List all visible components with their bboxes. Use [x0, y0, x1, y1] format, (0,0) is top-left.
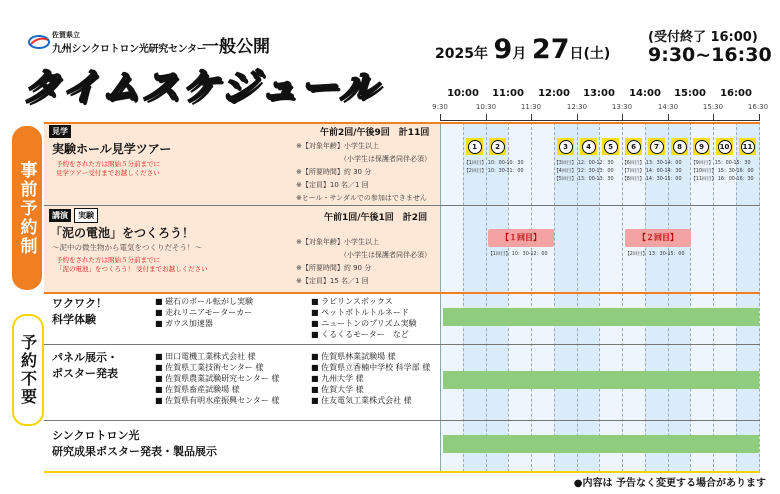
tour-time: 【10回目】 15：30-16：00: [691, 169, 754, 174]
panel-item: ■ 田口電機工業株式会社 様: [155, 351, 256, 362]
org-prefecture: 佐賀県立: [52, 31, 80, 39]
panel-item: ■ 佐賀県農業試験研究センター 様: [155, 373, 279, 384]
tour-time: 【3回目】 12：00-12：30: [554, 161, 614, 166]
tour-time: 【11回目】 16：00-16：30: [691, 177, 754, 182]
tour-detail: ※【所要時間】約 30 分: [296, 168, 372, 176]
panel-item: ■ 住友電気工業株式会社 様: [311, 395, 412, 406]
tag-lecture: 講演: [49, 209, 71, 222]
date-day-unit: 日(土): [569, 46, 611, 62]
tour-time: 【4回目】 12：30-13：00: [554, 169, 614, 174]
row-divider: [44, 292, 760, 294]
battery-notice: [56, 256, 208, 274]
battery-detail: ※【定員】15 名／1 回: [296, 277, 369, 285]
session-number: 8: [673, 140, 687, 154]
session-number: 6: [627, 140, 641, 154]
battery-details: [296, 236, 431, 288]
timeline-tick: [486, 114, 487, 121]
tour-notice-line: 予約をされた方は開始５分前までに: [56, 160, 160, 168]
session-number: 2: [491, 140, 505, 154]
panel-item: ■ 佐賀県畜産試験場 様: [155, 384, 240, 395]
event-hours: 9:30~16:30: [648, 44, 772, 66]
session-number: 5: [604, 140, 618, 154]
battery-session-2-time: 【2回目】 13：30-15：00: [625, 252, 685, 257]
tour-time: 【9回目】 15：00-15：30: [691, 161, 751, 166]
tour-session-marker[interactable]: [557, 138, 574, 155]
time-minor: 11:30: [520, 103, 542, 111]
date-month: 9: [493, 34, 513, 65]
wakuwaku-item: ■ ペットボトルトルネード: [311, 307, 409, 318]
tour-time: 【2回目】 10：30-11：00: [464, 169, 524, 174]
tour-time: 【5回目】 13：00-13：30: [554, 177, 614, 182]
tour-details: [296, 140, 431, 205]
session-number: 1: [468, 140, 482, 154]
wakuwaku-item: ■ ガウス加速器: [155, 318, 213, 329]
section-no-reservation: 予約不要: [12, 314, 44, 426]
panel-item: ■ 九州大学 様: [311, 373, 364, 384]
battery-detail: （小学生は保護者同伴必須）: [340, 251, 431, 259]
panel-item: ■ 佐賀大学 様: [311, 384, 364, 395]
tour-session-marker[interactable]: [625, 138, 642, 155]
panel-item: ■ 佐賀県立香楠中学校 科学部 様: [311, 362, 430, 373]
tour-detail: ※ヒール・サンダルでの参加はできません: [296, 194, 427, 202]
battery-notice-line: 「泥の電池」をつくろう！ 受付までお越しください: [56, 265, 208, 273]
footer-note: ●内容は 予告なく変更する場合があります: [573, 478, 766, 489]
tour-times-group: [622, 160, 682, 184]
battery-session-1-time: 【1回目】 10：30-12：00: [488, 252, 548, 257]
wakuwaku-item: ■ 走れリニアモーターカー: [155, 307, 252, 318]
tag-experiment: 実験: [74, 208, 98, 223]
tour-times-group: [464, 160, 524, 176]
time-major: 13:00: [583, 88, 615, 99]
timeline-axis: [440, 120, 760, 121]
tour-session-marker[interactable]: [716, 138, 733, 155]
panel-bar: [443, 371, 759, 389]
time-major: 15:00: [674, 88, 706, 99]
date-year: 2025年: [435, 46, 488, 62]
session-number: 3: [559, 140, 573, 154]
date-month-unit: 月: [512, 46, 527, 62]
tour-times-group: [691, 160, 754, 184]
session-number: 11: [741, 140, 755, 154]
tour-session-marker[interactable]: [602, 138, 619, 155]
org-logo: [28, 34, 50, 50]
time-major: 12:00: [538, 88, 570, 99]
row-divider: [44, 471, 760, 473]
battery-subtitle: ～泥中の微生物から電気をつくりだそう！～: [52, 243, 202, 252]
time-minor: 12:30: [566, 103, 588, 111]
timeline-tick: [668, 114, 669, 121]
timeline-tick: [713, 114, 714, 121]
page-title: タイムスケジュール: [22, 65, 379, 109]
tour-session-marker[interactable]: [739, 138, 756, 155]
battery-session-1[interactable]: 【１回目】: [488, 229, 554, 247]
timeline-tick: [577, 114, 578, 121]
session-number: 4: [582, 140, 596, 154]
wakuwaku-item: ■ 磁石のボール転がし実験: [155, 296, 253, 307]
time-major: 14:00: [629, 88, 661, 99]
wakuwaku-item: ■ ラビリンスボックス: [311, 296, 393, 307]
tour-notice-line: 見学ツアー受付までお越しください: [56, 169, 160, 177]
time-major: 10:00: [447, 88, 479, 99]
tour-time: 【6回目】 13：30-14：00: [622, 161, 682, 166]
tour-session-marker[interactable]: [466, 138, 483, 155]
panel-item: ■ 佐賀県工業技術センター 様: [155, 362, 263, 373]
wakuwaku-item: ■ くるくるモーター など: [311, 329, 409, 340]
battery-notice-line: 予約をされた方は開始５分前までに: [56, 256, 160, 264]
tour-session-marker[interactable]: [693, 138, 710, 155]
tour-time: 【1回目】 10：00-10：30: [464, 161, 524, 166]
session-number: 7: [650, 140, 664, 154]
battery-count: 午前1回/午後1回 計2回: [324, 213, 428, 223]
timeline-tick: [622, 114, 623, 121]
tour-detail: ※【定員】10 名／1 回: [296, 181, 369, 189]
tour-count: 午前2回/午後9回 計11回: [320, 128, 430, 138]
time-minor: 9:30: [432, 103, 448, 111]
time-minor: 14:30: [657, 103, 679, 111]
reception-close-note: (受付終了 16:00): [648, 30, 758, 45]
timeline-tick: [440, 114, 441, 121]
wakuwaku-item: ■ ニュートンのプリズム実験: [311, 318, 417, 329]
timeline-tick: [759, 114, 760, 121]
tour-times-group: [554, 160, 614, 184]
battery-detail: ※【所要時間】約 90 分: [296, 264, 372, 272]
battery-detail: ※【対象年齢】小学生以上: [296, 238, 379, 246]
row-divider: [44, 344, 760, 345]
tour-detail: （小学生は保護者同伴必須）: [340, 155, 431, 163]
row-divider: [44, 420, 760, 421]
battery-title: 「泥の電池」をつくろう！: [50, 226, 195, 240]
tour-session-marker[interactable]: [489, 138, 506, 155]
event-date: [435, 34, 610, 65]
wakuwaku-bar: [443, 308, 759, 326]
session-number: 9: [695, 140, 709, 154]
org-name: 九州シンクロトロン光研究センター: [52, 44, 207, 55]
tour-time: 【7回目】 14：00-14：30: [622, 169, 682, 174]
tour-notice: [56, 160, 160, 178]
tour-detail: ※【対象年齢】小学生以上: [296, 142, 379, 150]
row-divider: [44, 122, 760, 124]
timeline-tick: [531, 114, 532, 121]
time-minor: 16:30: [747, 103, 769, 111]
tour-title: 実験ホール見学ツアー: [52, 142, 172, 156]
time-minor: 10:30: [475, 103, 497, 111]
section-reservation-required: 事前予約制: [12, 126, 42, 290]
time-major: 16:00: [720, 88, 752, 99]
date-day: 27: [531, 34, 570, 65]
time-minor: 13:30: [611, 103, 633, 111]
time-minor: 15:30: [702, 103, 724, 111]
synchrotron-title: シンクロトロン光 研究成果ポスター発表・製品展示: [52, 429, 217, 458]
row-divider: [44, 205, 760, 206]
public-label: 一般公開: [202, 37, 270, 57]
panel-item: ■ 佐賀県林業試験場 様: [311, 351, 396, 362]
time-major: 11:00: [492, 88, 524, 99]
tag-tour: 見学: [49, 125, 71, 138]
tour-session-marker[interactable]: [648, 138, 665, 155]
battery-session-2[interactable]: 【２回目】: [625, 229, 691, 247]
wakuwaku-title: ワクワク！ 科学体験: [52, 297, 107, 326]
tour-session-marker[interactable]: [671, 138, 688, 155]
tour-time: 【8回目】 14：30-15：00: [622, 177, 682, 182]
tour-session-marker[interactable]: [580, 138, 597, 155]
synchrotron-bar: [443, 435, 759, 453]
session-number: 10: [718, 140, 732, 154]
panel-item: ■ 佐賀県有明水産振興センター 様: [155, 395, 279, 406]
panel-title: パネル展示・ ポスター発表: [52, 351, 118, 380]
